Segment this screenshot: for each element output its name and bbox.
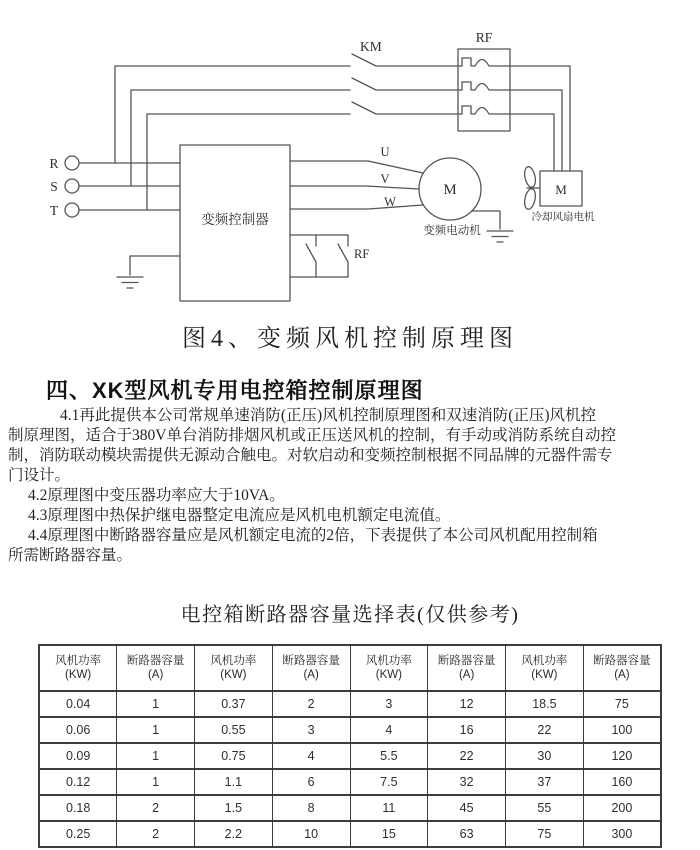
table-cell: 0.25 <box>39 821 117 847</box>
table-cell: 16 <box>428 717 506 743</box>
table-cell: 75 <box>506 821 584 847</box>
table-cell: 4 <box>350 717 428 743</box>
paragraph-line: 制，消防联动模块需提供无源动合触电。对软启动和变频控制根据不同品牌的元器件需专 <box>8 447 613 464</box>
table-cell: 0.37 <box>195 691 273 717</box>
breaker-capacity-table <box>38 644 662 848</box>
table-cell: 22 <box>506 717 584 743</box>
table-cell: 22 <box>428 743 506 769</box>
table-row <box>39 743 661 769</box>
table-cell: 18.5 <box>506 691 584 717</box>
table-cell: 12 <box>428 691 506 717</box>
table-cell: 2.2 <box>195 821 273 847</box>
table-cell: 0.06 <box>39 717 117 743</box>
rst-terminals <box>65 156 79 217</box>
paragraph-line: 所需断路器容量。 <box>8 547 133 564</box>
table-cell: 200 <box>583 795 661 821</box>
controller-ground-symbol <box>117 256 180 288</box>
table-cell: 1 <box>117 769 195 795</box>
terminal-label-t: T <box>49 203 59 218</box>
table-cell: 11 <box>350 795 428 821</box>
table-cell: 300 <box>583 821 661 847</box>
table-cell: 4 <box>272 743 350 769</box>
cooling-fan-motor <box>523 166 582 211</box>
paragraph-line: 4.1再此提供本公司常规单速消防(正压)风机控制原理图和双速消防(正压)风机控 <box>60 407 597 424</box>
table-cell: 3 <box>272 717 350 743</box>
fan-caption: 冷却风扇电机 <box>531 212 595 223</box>
table-cell: 0.75 <box>195 743 273 769</box>
table-row <box>39 717 661 743</box>
table-row <box>39 821 661 847</box>
table-cell: 63 <box>428 821 506 847</box>
table-row <box>39 691 661 717</box>
figure-caption: 图4、变频风机控制原理图 <box>182 326 518 352</box>
table-cell: 1 <box>117 717 195 743</box>
table-cell: 7.5 <box>350 769 428 795</box>
table-header-cell: 风机功率 (KW) <box>195 645 273 691</box>
table-cell: 2 <box>117 821 195 847</box>
table-cell: 0.18 <box>39 795 117 821</box>
table-cell: 1 <box>117 743 195 769</box>
table-cell: 120 <box>583 743 661 769</box>
paragraph-line: 4.3原理图中热保护继电器整定电流应是风机电机额定电流值。 <box>28 507 451 524</box>
table-cell: 0.12 <box>39 769 117 795</box>
terminal-label-r: R <box>49 156 59 171</box>
table-cell: 2 <box>117 795 195 821</box>
km-label: KM <box>360 39 382 54</box>
table-cell: 32 <box>428 769 506 795</box>
fan-feed-wires <box>510 66 570 171</box>
paragraph-line: 制原理图，适合于380V单台消防排烟风机或正压送风机的控制，有手动或消防系统自动控 <box>8 427 616 444</box>
table-cell: 3 <box>350 691 428 717</box>
paragraph-line: 4.4原理图中断路器容量应是风机额定电流的2倍，下表提供了本公司风机配用控制箱 <box>28 527 598 544</box>
table-body <box>39 691 661 847</box>
table-cell: 15 <box>350 821 428 847</box>
table-header-cell: 风机功率 (KW) <box>39 645 117 691</box>
table-cell: 1 <box>117 691 195 717</box>
table-cell: 0.09 <box>39 743 117 769</box>
table-header-cell: 断路器容量 (A) <box>117 645 195 691</box>
thermal-relay-box <box>458 49 510 131</box>
table-cell: 55 <box>506 795 584 821</box>
table-cell: 160 <box>583 769 661 795</box>
table-header-cell: 断路器容量 (A) <box>428 645 506 691</box>
table-header-cell: 断路器容量 (A) <box>272 645 350 691</box>
phase-label-v: V <box>380 172 390 186</box>
table-cell: 1.5 <box>195 795 273 821</box>
table-cell: 0.55 <box>195 717 273 743</box>
table-cell: 10 <box>272 821 350 847</box>
rf-label: RF <box>475 30 493 45</box>
table-header-cell: 断路器容量 (A) <box>583 645 661 691</box>
section-paragraphs <box>8 406 692 566</box>
controller-label: 变频控制器 <box>201 212 269 227</box>
table-cell: 75 <box>583 691 661 717</box>
phase-label-w: W <box>384 195 396 209</box>
section-heading: 四、XK型风机专用电控箱控制原理图 <box>46 378 424 403</box>
fan-m-label: M <box>555 182 567 197</box>
table-cell: 1.1 <box>195 769 273 795</box>
phase-label-u: U <box>380 145 390 159</box>
table-title: 电控箱断路器容量选择表(仅供参考) <box>180 604 520 626</box>
table-cell: 100 <box>583 717 661 743</box>
table-cell: 37 <box>506 769 584 795</box>
paragraph-line: 4.2原理图中变压器功率应大于10VA。 <box>28 487 285 504</box>
table-row <box>39 795 661 821</box>
paragraph-line: 门设计。 <box>8 467 71 484</box>
km-contactor-switches <box>352 54 458 114</box>
terminal-label-s: S <box>50 179 58 194</box>
table-cell: 2 <box>272 691 350 717</box>
table-row <box>39 769 661 795</box>
output-wires <box>290 161 423 209</box>
rf-aux-contacts <box>290 235 348 277</box>
table-header-row <box>39 645 661 691</box>
table-cell: 30 <box>506 743 584 769</box>
table-header-cell: 风机功率 (KW) <box>506 645 584 691</box>
table-cell: 5.5 <box>350 743 428 769</box>
input-wires <box>79 163 180 210</box>
branch-wires <box>115 66 350 210</box>
rf-aux-label: RF <box>354 247 370 261</box>
table-cell: 45 <box>428 795 506 821</box>
table-cell: 0.04 <box>39 691 117 717</box>
table-cell: 8 <box>272 795 350 821</box>
table-cell: 6 <box>272 769 350 795</box>
motor-caption: 变频电动机 <box>423 225 481 237</box>
table-header-cell: 风机功率 (KW) <box>350 645 428 691</box>
circuit-diagram <box>0 6 700 316</box>
motor-m-label: M <box>443 182 457 198</box>
